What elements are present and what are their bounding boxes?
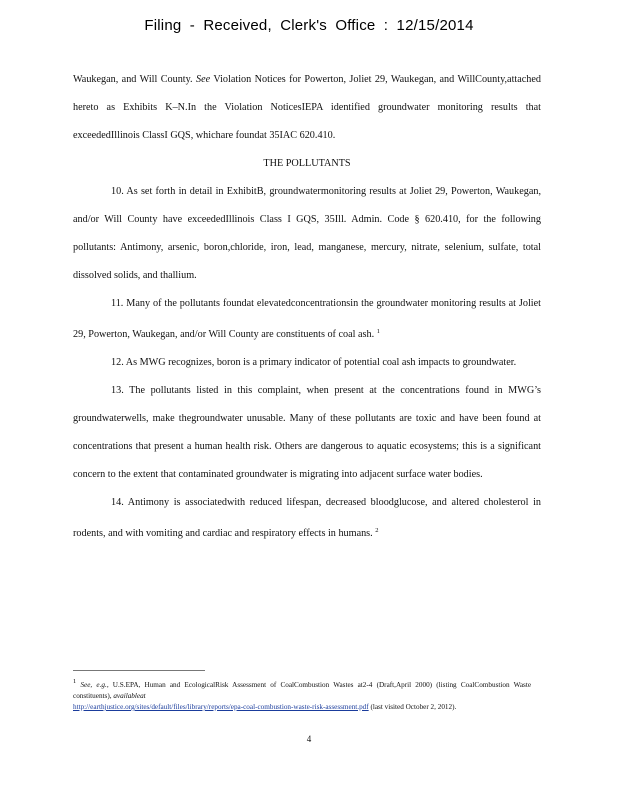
paragraph-11: 11. Many of the pollutants foundat elevatedconcentrationsin the groundwater monitoring results at Joliet 29, Powerton, Waukegan, and/or Will County are constituents of coal ash. $^1$ (73, 298, 541, 340)
footnote-link[interactable]: http://earthjustice.org/sites/default/files/library/reports/epa-coal-combustion-waste-risk-assessment.pdf (73, 703, 369, 711)
paragraph-12: 12. As MWG recognizes, boron is a primary indicator of potential coal ash impacts to groundwater. (111, 357, 517, 368)
footnote-ref-2[interactable]: 2 (375, 527, 379, 534)
paragraph-10: 10. As set forth in detail in ExhibitB, groundwatermonitoring results at Joliet 29, Powerton, Waukegan, and/or Will County have exceededIllinois Class I GQS, 35Ill. Admin. Code § 620.410, for the following pollutants: Antimony, arsenic, boron,chloride, iron, lead, manganese, mercury, nitrate, selenium, sulfate, total dissolved solids, and thallium. (73, 186, 541, 281)
see-signal: See (196, 74, 211, 85)
footnote-number: 1 (73, 678, 77, 685)
footnote-signal: See, e.g. (80, 681, 107, 689)
filing-stamp-header: Filing - Received, Clerk's Office : 12/15/2014 (144, 17, 474, 34)
footnote-ref-1[interactable]: 1 (376, 328, 380, 335)
footnote-divider (73, 670, 205, 671)
paragraph-14: 14. Antimony is associatedwith reduced lifespan, decreased bloodglucose, and altered cholesterol in rodents, and with vomiting and cardiac and respiratory effects in humans. $^2$ (73, 497, 541, 539)
section-heading: THE POLLUTANTS (263, 158, 351, 169)
document-body (73, 66, 541, 548)
footnote-available-at: availableat (113, 692, 146, 700)
page-number: 4 (306, 734, 312, 744)
intro-paragraph: Waukegan, and Will County. See Violation Notices for Powerton, Joliet 29, Waukegan, and WillCounty,attached hereto as Exhibits K–N.In the Violation NoticesIEPA identified groundwater monitoring results that exceededIllinois ClassI GQS, whichare foundat 35IAC 620.410. (73, 74, 541, 141)
paragraph-13: 13. The pollutants listed in this complaint, when present at the concentrations found in MWG’s groundwaterwells, make thegroundwater unusable. Many of these pollutants are toxic and have been found at concentrations that present a human health risk. Others are dangerous to aquatic ecosystems; this is a significant concern to the extent that contaminated groundwater is migrating into adjacent surface water bodies. (73, 385, 541, 480)
footnote-1: 1 See, e.g., U.S.EPA, Human and EcologicalRisk Assessment of CoalCombustion Wastes at2-4 (Draft,April 2000) (listing CoalCombustion Waste constituents), availableat http://earthjustice.org/sites/default/files/library/reports/epa-coal-combustion-waste-risk-assessment.pdf (last visited October 2, 2012). (73, 678, 532, 711)
